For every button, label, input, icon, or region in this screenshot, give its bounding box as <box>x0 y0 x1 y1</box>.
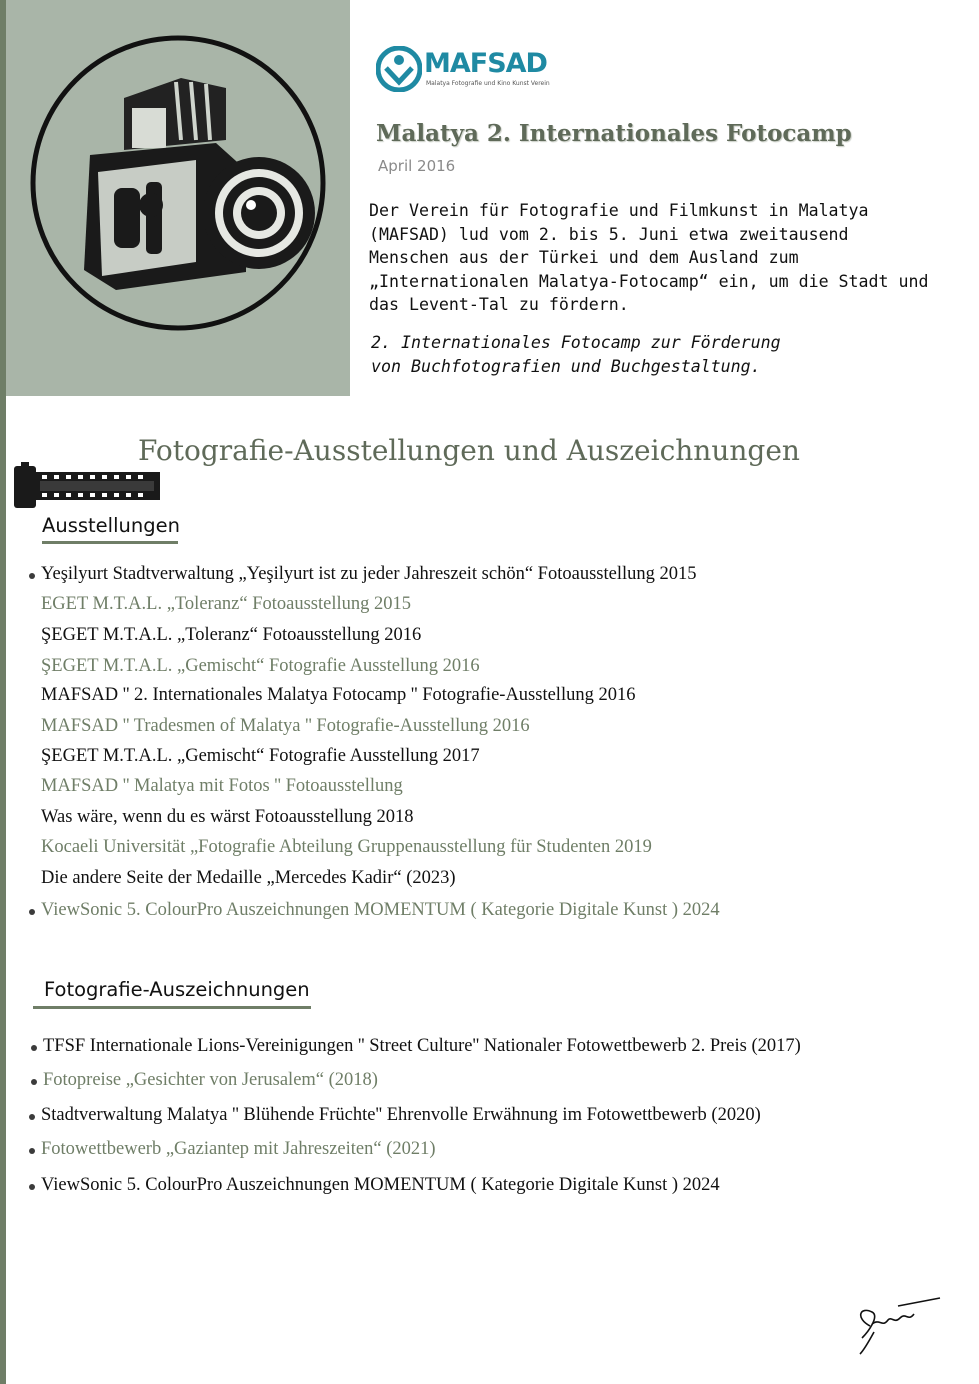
list-item: ViewSonic 5. ColourPro Auszeichnungen MOMENTUM ( Kategorie Digitale Kunst ) 2024 <box>41 1175 799 1205</box>
list-item: ViewSonic 5. ColourPro Auszeichnungen MOMENTUM ( Kategorie Digitale Kunst ) 2024 <box>41 900 720 930</box>
camera-icon <box>6 0 350 396</box>
logo-text: MAFSAD <box>424 48 547 79</box>
awards-underline <box>33 1006 311 1009</box>
list-item: Fotowettbewerb „Gaziantep mit Jahreszeiten“ (2021) <box>41 1139 799 1175</box>
bullet-icon <box>29 1184 35 1190</box>
bullet-icon <box>29 1114 35 1120</box>
list-item: EGET M.T.A.L. „Toleranz“ Fotoausstellung 2015 <box>41 594 411 614</box>
film-strip-icon <box>14 462 160 510</box>
hero-panel <box>6 0 350 396</box>
section-heading: Fotografie-Ausstellungen und Auszeichnungen <box>138 434 800 467</box>
exhibitions-label: Ausstellungen <box>42 514 180 537</box>
awards-list <box>43 1036 801 1205</box>
list-item: MAFSAD '' Tradesmen of Malatya '' Fotografie-Ausstellung 2016 <box>41 716 530 736</box>
list-item: Die andere Seite der Medaille „Mercedes Kadir“ (2023) <box>41 868 456 888</box>
list-item: ŞEGET M.T.A.L. „Gemischt“ Fotografie Ausstellung 2016 <box>41 656 480 676</box>
list-item: Yeşilyurt Stadtverwaltung „Yeşilyurt ist zu jeder Jahreszeit schön“ Fotoausstellung 2015 <box>41 564 720 594</box>
exhibitions-list <box>41 564 720 930</box>
list-item: TFSF Internationale Lions-Vereinigungen '' Street Culture'' Nationaler Fotowettbewerb 2. Preis (2017) <box>43 1036 801 1070</box>
intro-italic-paragraph: 2. Internationales Fotocamp zur Förderung von Buchfotografien und Buchgestaltung. <box>371 333 781 376</box>
signature-icon <box>850 1288 950 1358</box>
list-item: ŞEGET M.T.A.L. „Toleranz“ Fotoausstellung 2016 <box>41 625 422 645</box>
intro-paragraph: Der Verein für Fotografie und Filmkunst in Malatya (MAFSAD) lud vom 2. bis 5. Juni etwa zweitausend Menschen aus der Türkei und dem Ausland zum „Internationalen Malatya-Fotocamp“ ein, um die Stadt und das Levent-Tal zu fördern. <box>369 201 929 314</box>
mafsad-logo-icon <box>376 46 422 92</box>
list-item: Stadtverwaltung Malatya '' Blühende Früchte'' Ehrenvolle Erwähnung im Fotowettbewerb (2020) <box>41 1105 799 1139</box>
list-item: Was wäre, wenn du es wärst Fotoausstellung 2018 <box>41 807 414 827</box>
list-item: Fotopreise „Gesichter von Jerusalem“ (2018) <box>43 1070 801 1105</box>
list-item: Kocaeli Universität „Fotografie Abteilung Gruppenausstellung für Studenten 2019 <box>41 837 652 857</box>
date: April 2016 <box>378 157 456 175</box>
page-title: Malatya 2. Internationales Fotocamp <box>376 120 852 147</box>
list-item: ŞEGET M.T.A.L. „Gemischt“ Fotografie Ausstellung 2017 <box>41 746 480 766</box>
mafsad-logo <box>376 46 550 96</box>
logo-subtitle: Malatya Fotografie und Kino Kunst Verein <box>426 80 550 87</box>
exhibitions-underline <box>42 541 178 544</box>
list-item: MAFSAD '' Malatya mit Fotos '' Fotoausstellung <box>41 776 403 796</box>
bullet-icon <box>31 1079 37 1085</box>
awards-label: Fotografie-Auszeichnungen <box>44 978 310 1001</box>
list-item: MAFSAD '' 2. Internationales Malatya Fotocamp '' Fotografie-Ausstellung 2016 <box>41 685 636 705</box>
bullet-icon <box>29 1148 35 1154</box>
bullet-icon <box>29 573 35 579</box>
bullet-icon <box>31 1045 37 1051</box>
bullet-icon <box>29 909 35 915</box>
